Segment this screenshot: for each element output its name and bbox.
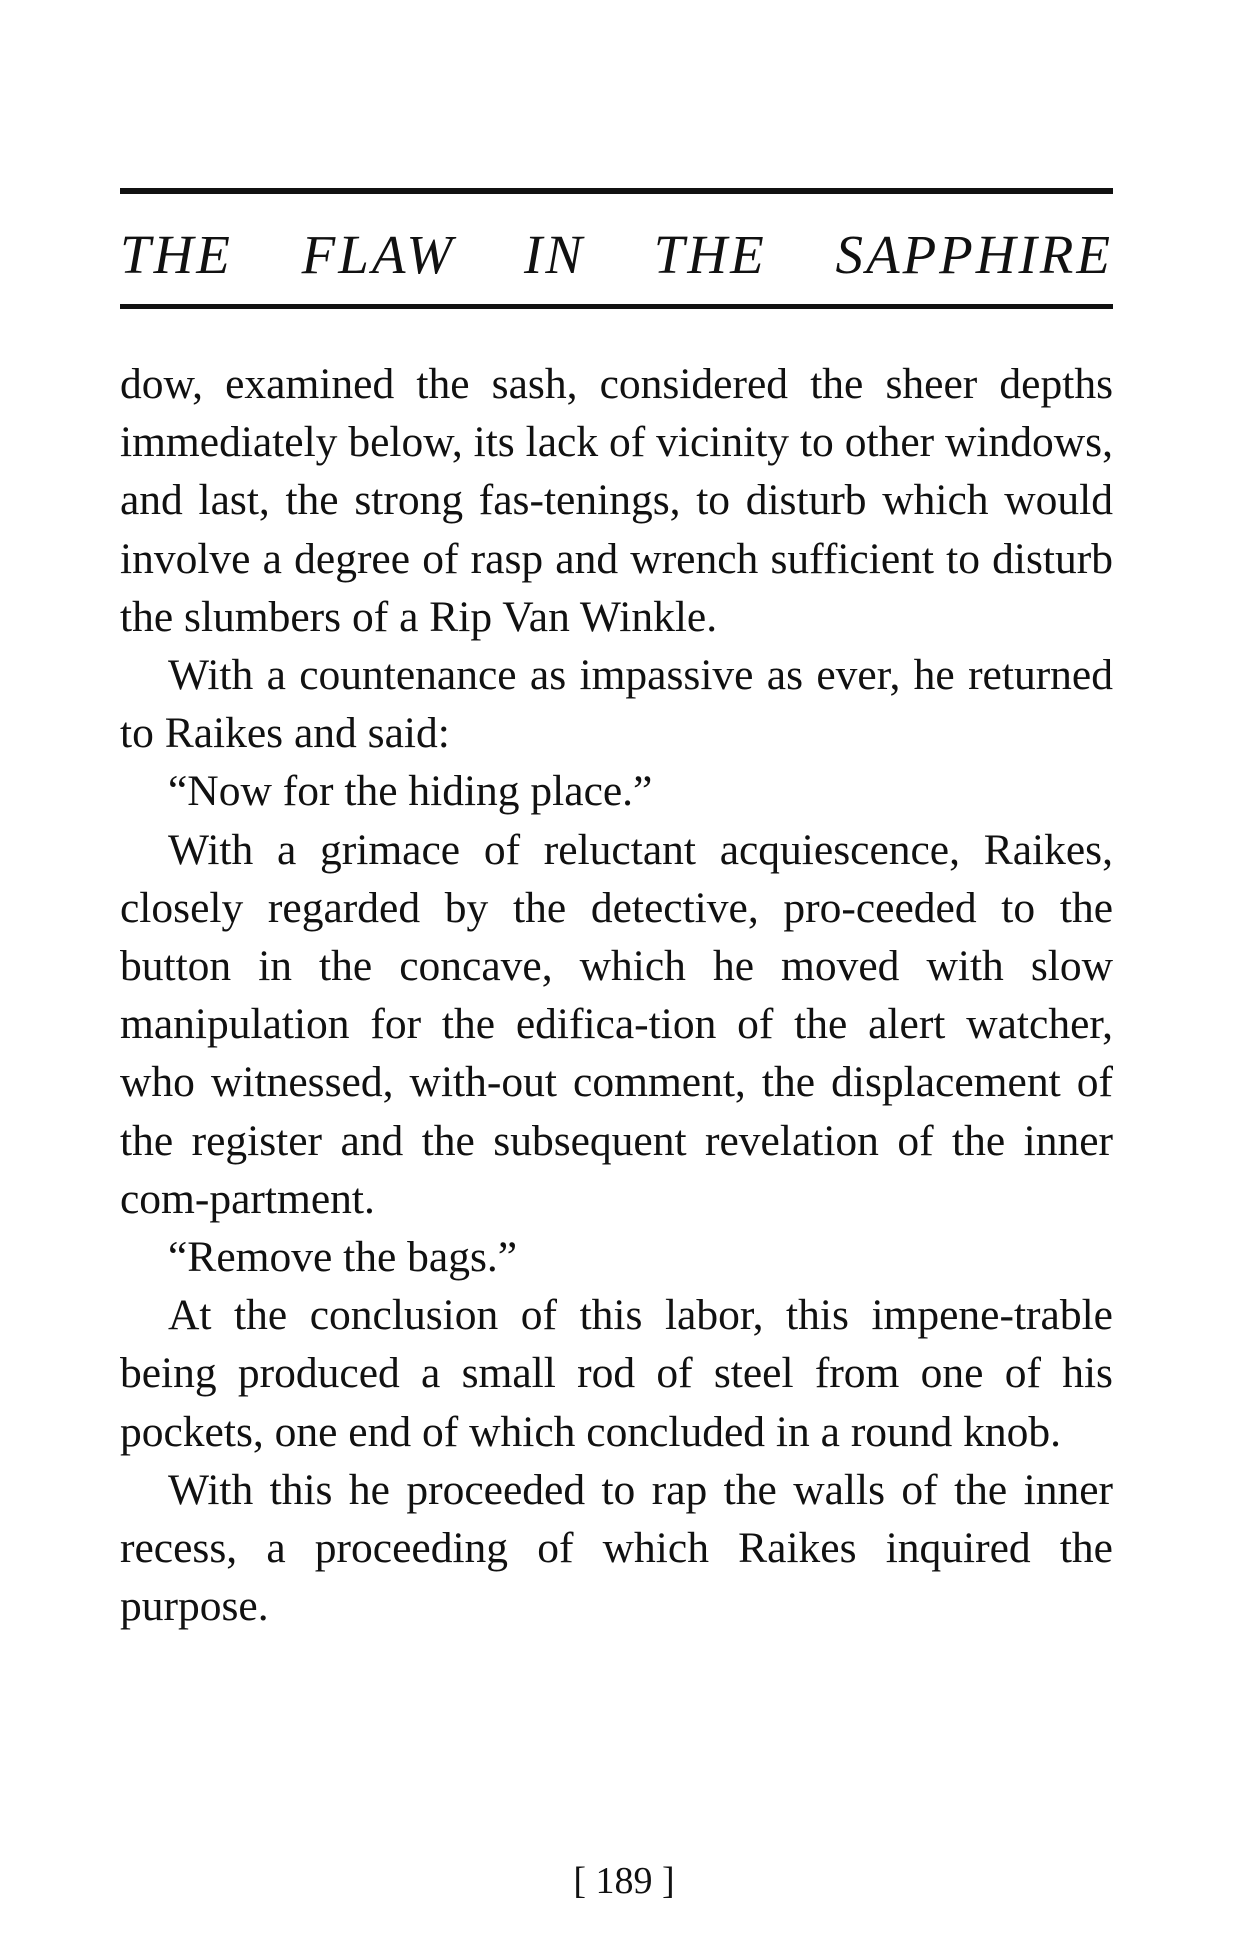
header-bottom-rule bbox=[120, 304, 1113, 309]
header-top-rule bbox=[120, 188, 1113, 194]
paragraph: At the conclusion of this labor, this impene-trable being produced a small rod of steel from one of his pockets, one end of which concluded in a round knob. bbox=[120, 1291, 1113, 1456]
running-title: THE FLAW IN THE SAPPHIRE bbox=[120, 224, 1113, 285]
paragraph: With this he proceeded to rap the walls of the inner recess, a proceeding of which Raikes inquired the purpose. bbox=[120, 1465, 1113, 1631]
paragraph: With a countenance as impassive as ever, he returned to Raikes and said: bbox=[120, 651, 1113, 758]
body-text bbox=[120, 355, 1113, 1635]
paragraph: With a grimace of reluctant acquiescence, Raikes, closely regarded by the detective, pro-ceeded to the button in the concave, which he moved with slow manipulation for the edifica-tion of the alert watcher, who witnessed, with-out comment, the displacement of the register and the subsequent revelation of the inner com-partment. bbox=[120, 825, 1113, 1223]
paragraph-dialogue: “Now for the hiding place.” bbox=[168, 767, 653, 816]
paragraph-dialogue: “Remove the bags.” bbox=[168, 1233, 518, 1282]
page-number: [ 189 ] bbox=[573, 1860, 675, 1902]
paragraph-continued: dow, examined the sash, considered the sheer depths immediately below, its lack of vicinity to other windows, and last, the strong fas-tenings, to disturb which would involve a degree of rasp and wrench sufficient to disturb the slumbers of a Rip Van Winkle. bbox=[120, 360, 1113, 641]
